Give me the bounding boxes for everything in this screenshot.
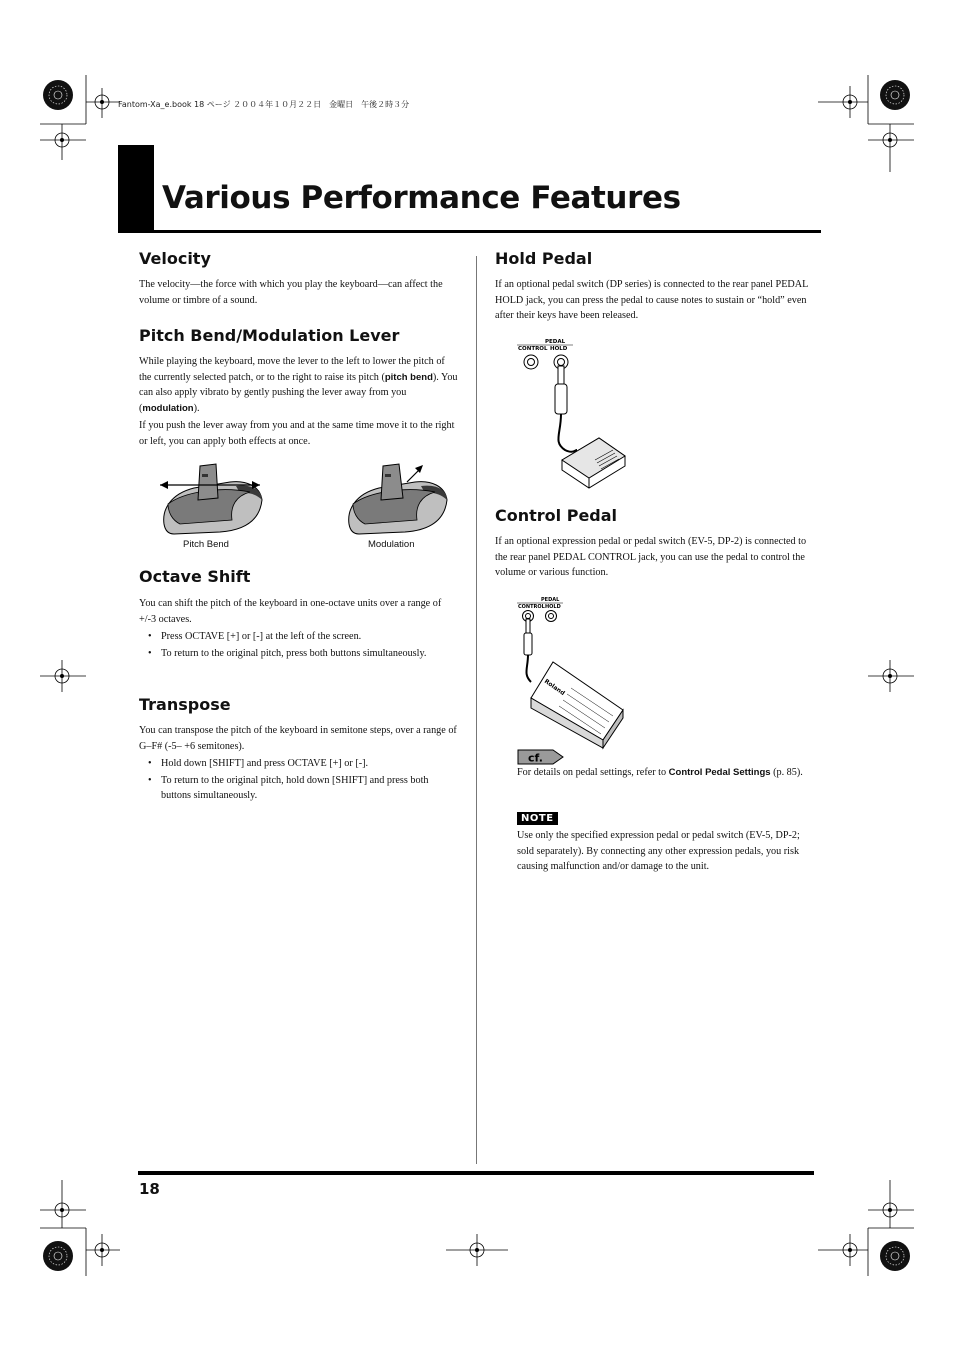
pitch-bend-caption: Pitch Bend [183,539,229,550]
velocity-text: The velocity—the force with which you play the keyboard—can affect the volume or timbre of a sound. [139,279,443,306]
pitch-bend-text: While playing the keyboard, move the lever to the left to lower the pitch of the currently selected patch, or to the right to raise its pitch (pitch bend). You can also apply vibrato by gently pushing the lever away from you (modulation). [139,356,458,415]
transpose-list [139,756,439,805]
note-badge: NOTE [517,812,558,825]
control-pedal-text: If an optional expression pedal or pedal switch (EV-5, DP-2) is connected to the rear panel PEDAL CONTROL jack, you can use the pedal to control the volume or various function. [495,536,807,579]
transpose-text: You can transpose the pitch of the keyboard in semitone steps, over a range of G–F# (-5– +6 semitones). [139,725,457,752]
pitch-bend-lever-illustration [160,460,270,540]
jack-label: PEDAL [545,339,566,345]
jack-label: CONTROL [518,604,545,610]
footer-rule [138,1171,814,1175]
transpose-heading: Transpose [139,695,231,714]
cf-label: cf. [528,751,543,765]
note-text: Use only the specified expression pedal or pedal switch (EV-5, DP-2; sold separately). By connecting any other expression pedals, you risk causing malfunction and/or damage to the unit. [517,830,800,873]
pitch-bend-term: pitch bend [384,371,433,383]
jack-label: HOLD [545,604,561,610]
modulation-lever-illustration [345,460,455,540]
list-item: • Press OCTAVE [+] or [-] at the left of the screen. [139,629,439,645]
jack-label: PEDAL [541,597,560,603]
cf-text: For details on pedal settings, refer to Control Pedal Settings (p. 85). [517,767,803,778]
control-pedal-heading: Control Pedal [495,506,618,525]
octave-shift-list [139,629,439,662]
octave-shift-heading: Octave Shift [139,567,251,586]
modulation-term: modulation [142,403,194,415]
list-item: • To return to the original pitch, press both buttons simultaneously. [139,646,439,662]
title-block [118,145,154,233]
list-item: • Hold down [SHIFT] and press OCTAVE [+] or [-]. [139,756,439,772]
title-rule [118,230,821,233]
velocity-heading: Velocity [139,249,211,268]
hold-pedal-text: If an optional pedal switch (DP series) is connected to the rear panel PEDAL HOLD jack, you can press the pedal to cause notes to sustain or “hold” even after their keys have been released. [495,279,808,322]
hold-pedal-illustration [517,338,647,488]
pedal-brand: Roland [542,677,567,698]
column-divider [476,256,477,1164]
jack-label: CONTROL [518,346,548,352]
jack-label: HOLD [550,346,568,352]
modulation-caption: Modulation [368,539,415,550]
expression-pedal-illustration [517,596,637,746]
page-number: 18 [139,1180,160,1198]
cf-marker-icon [517,749,565,765]
hold-pedal-heading: Hold Pedal [495,249,593,268]
list-item: • To return to the original pitch, hold down [SHIFT] and press both buttons simultaneously. [139,773,439,804]
pitch-bend-heading: Pitch Bend/Modulation Lever [139,326,400,345]
file-header-note: Fantom-Xa_e.book 18 ページ ２００４年１０月２２日 金曜日 午後２時３分 [118,100,410,109]
pitch-bend-text-2: If you push the lever away from you and at the same time move it to the right or left, you can apply both effects at once. [139,420,455,447]
octave-shift-text: You can shift the pitch of the keyboard in one-octave units over a range of +/-3 octaves. [139,598,442,625]
cross-reference: Control Pedal Settings [668,767,771,778]
page-title: Various Performance Features [162,180,681,216]
